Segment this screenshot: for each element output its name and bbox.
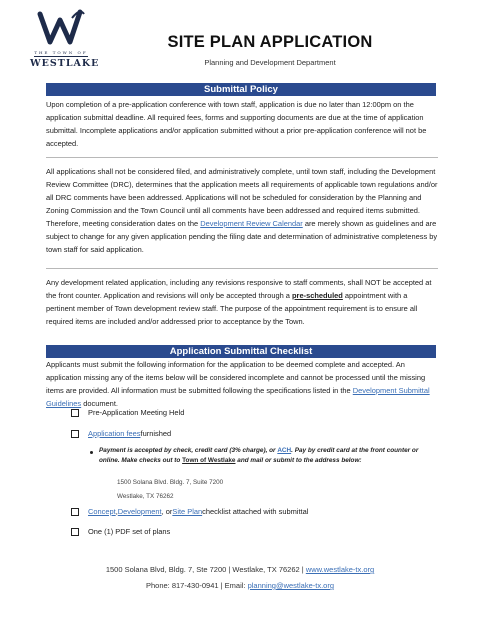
footer-phone-text: Phone: 817-430-0941 | Email: bbox=[145, 581, 248, 590]
payee-name: Town of Westlake bbox=[182, 456, 236, 464]
policy-p2-text-end: are merely shown as guidelines and are subject to change for any given application pending the filing date and determination of administrative completeness by town staff for said application. bbox=[46, 219, 438, 254]
policy-paragraph-2 bbox=[46, 165, 438, 256]
email-link[interactable]: planning@westlake-tx.org bbox=[247, 581, 335, 590]
development-link[interactable]: Development bbox=[117, 507, 162, 516]
submittal-policy-heading: Submittal Policy bbox=[46, 83, 436, 96]
checklist-item-pdf-plans[interactable] bbox=[71, 526, 170, 538]
checklist-item-label: Pre-Application Meeting Held bbox=[88, 408, 185, 417]
checklist-item-label: checklist attached with submittal bbox=[202, 507, 309, 516]
checklist-item-plan-checklist[interactable] bbox=[71, 506, 308, 518]
checkbox[interactable] bbox=[71, 430, 79, 438]
logo-rule bbox=[34, 56, 88, 57]
westlake-logo bbox=[30, 8, 100, 78]
footer-contact bbox=[40, 581, 440, 590]
website-link[interactable]: www.westlake-tx.org bbox=[305, 565, 375, 574]
policy-p2-text: All applications shall not be considered filed, and administratively complete, until town staff, including the Development Review Committee (DRC), determines that the application meets all requirements of applicable town regulations and/or all DRC comments have been addressed. Applications will not be scheduled for consideration by the Planning and Zoning Commission and the Town Council until all comments have been addressed and required items submitted. Therefore, meeting consideration dates on the bbox=[46, 167, 438, 228]
pre-scheduled-text: pre-scheduled bbox=[292, 291, 343, 300]
checkbox[interactable] bbox=[71, 508, 79, 516]
footer-address-text: 1500 Solana Blvd, Bldg. 7, Ste 7200 | Westlake, TX 76262 | bbox=[105, 565, 306, 574]
checklist-item-label: furnished bbox=[140, 429, 172, 438]
logo-name: WESTLAKE bbox=[30, 58, 100, 69]
policy-p3-text: Any development related application, including any revisions responsive to staff comments, shall NOT be accepted at the front counter. Application and revisions will only be accepted through a bbox=[46, 278, 432, 300]
policy-p3-text-end: appointment with a pertinent member of Town development review staff. The purpose of the appointment requirement is to ensure all required items are included and/or addressed prior to acceptance by the Town. bbox=[46, 291, 418, 326]
checklist-item-fees[interactable] bbox=[71, 428, 171, 440]
ach-link[interactable]: ACH bbox=[277, 447, 292, 454]
separator: , or bbox=[161, 507, 173, 516]
checklist-intro-end: document. bbox=[81, 399, 118, 408]
payment-text-3: and mail or submit to the address below: bbox=[235, 456, 362, 464]
policy-paragraph-1: Upon completion of a pre-application conference with town staff, application is due no later than 12:00pm on the application submittal deadline. All required fees, forms and supporting documents are due at the time of application submittal. Incomplete applications and/or application submitted without a prior pre-application conference will not be accepted. bbox=[46, 100, 427, 148]
checklist-intro bbox=[46, 358, 438, 410]
checklist-intro-text: Applicants must submit the following information for the application to be deemed complete and accepted. An application missing any of the items below will be considered incomplete and cannot be processed until the missing items are provided. All information must be submitted following the specifications listed in the bbox=[46, 360, 426, 395]
mailing-address-line-1: 1500 Solana Blvd. Bldg. 7, Suite 7200 bbox=[117, 479, 224, 486]
checklist-item-pre-application[interactable] bbox=[71, 407, 184, 419]
divider bbox=[46, 268, 438, 269]
payment-note bbox=[99, 446, 429, 465]
page-subtitle: Planning and Development Department bbox=[204, 58, 336, 67]
mailing-address-line-2: Westlake, TX 76262 bbox=[117, 493, 174, 500]
concept-link[interactable]: Concept bbox=[88, 507, 116, 516]
checklist-item-label: One (1) PDF set of plans bbox=[88, 527, 171, 536]
checklist-heading: Application Submittal Checklist bbox=[46, 345, 436, 358]
logo-tagline: THE TOWN OF bbox=[34, 50, 88, 55]
footer-address bbox=[40, 565, 440, 574]
checkbox[interactable] bbox=[71, 528, 79, 536]
westlake-w-icon bbox=[36, 8, 86, 48]
checkbox[interactable] bbox=[71, 409, 79, 417]
payment-text: Payment is accepted by check, credit card (3% charge), or bbox=[99, 447, 278, 454]
development-submittal-guidelines-link[interactable]: Development Submittal Guidelines bbox=[46, 386, 430, 408]
page-title: SITE PLAN APPLICATION bbox=[167, 33, 373, 51]
payment-text-2: . Pay by credit card at the front counter or online. Make checks out to bbox=[99, 447, 419, 464]
development-review-calendar-link[interactable]: Development Review Calendar bbox=[200, 219, 303, 228]
policy-paragraph-3 bbox=[46, 276, 438, 328]
site-plan-link[interactable]: Site Plan bbox=[172, 507, 203, 516]
separator: , bbox=[115, 507, 118, 516]
bullet-icon bbox=[90, 451, 93, 454]
divider bbox=[46, 157, 438, 158]
application-fees-link[interactable]: Application fees bbox=[88, 429, 141, 438]
